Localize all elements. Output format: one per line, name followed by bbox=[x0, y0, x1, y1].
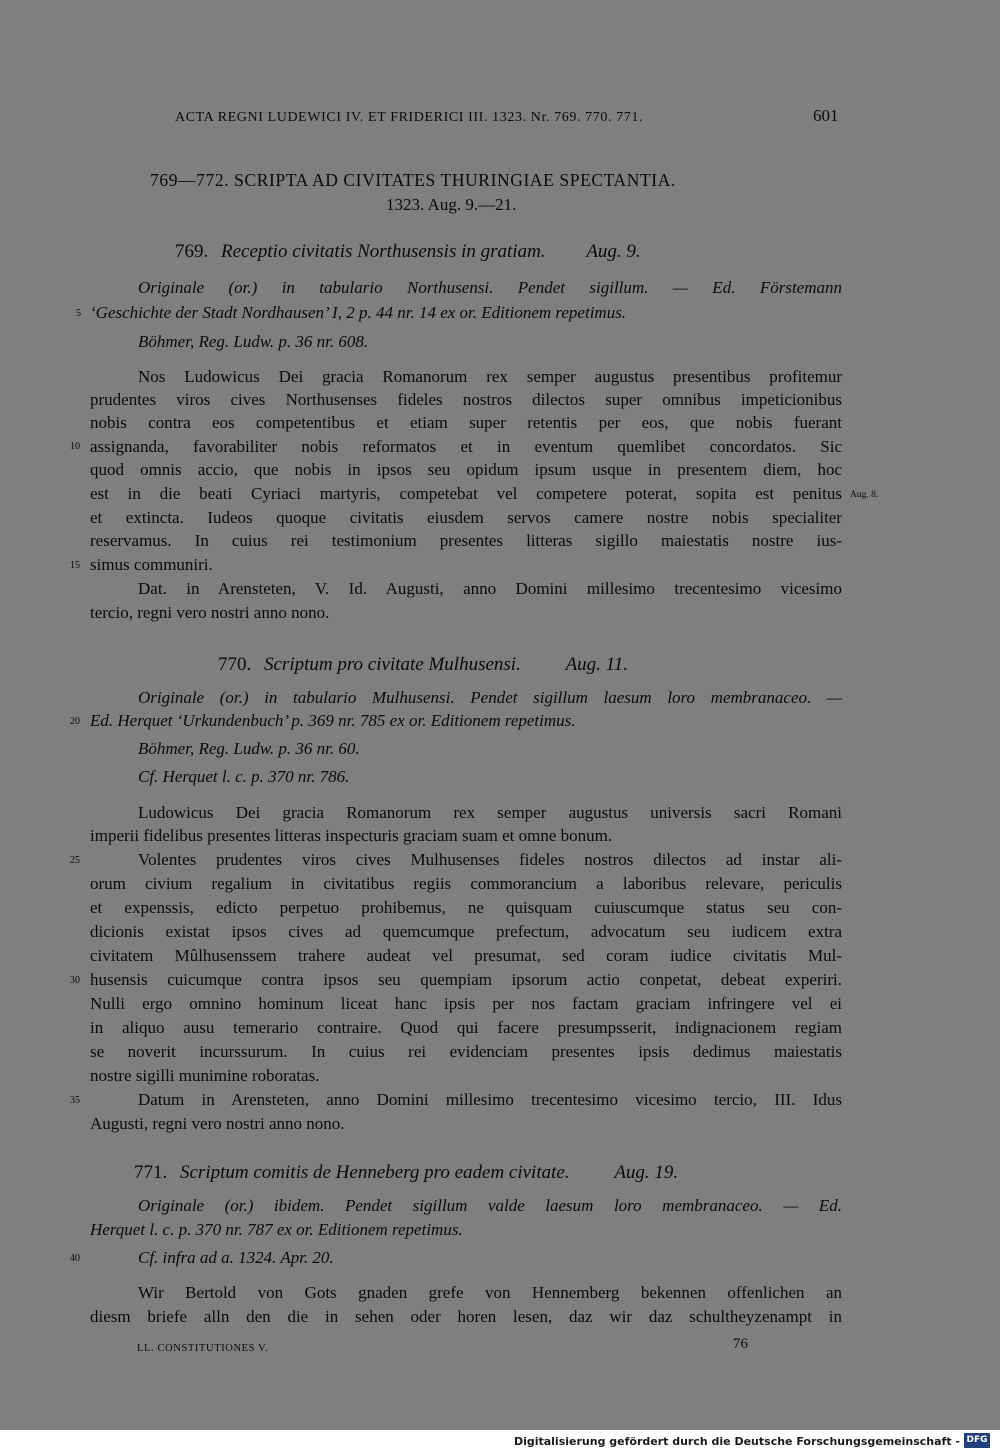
doc-771-title: Scriptum comitis de Henneberg pro eadem civitate. bbox=[180, 1162, 570, 1183]
digitization-credit-bar bbox=[0, 1430, 1000, 1452]
doc-771-source-line: Herquet l. c. p. 370 nr. 787 ex or. Editionem repetimus. bbox=[90, 1220, 463, 1239]
section-title: 769—772. SCRIPTA AD CIVITATES THURINGIAE SPECTANTIA. bbox=[150, 170, 676, 190]
doc-770-source-line: Ed. Herquet ‘Urkundenbuch’ p. 369 nr. 785 ex or. Editionem repetimus. bbox=[90, 711, 576, 730]
line-number: 10 bbox=[70, 441, 80, 452]
doc-769-text-line: quod omnis accio, que nobis in ipsos seu opidum ipsum usque in presentem diem, hoc bbox=[90, 460, 842, 479]
doc-769-text-line: Nos Ludowicus Dei gracia Romanorum rex semper augustus presentibus profitemur bbox=[138, 367, 842, 386]
doc-770-text-line: Nulli ergo omnino hominum liceat hanc ipsis per nos factam graciam infringere vel ei bbox=[90, 994, 842, 1013]
doc-769-source-line: Böhmer, Reg. Ludw. p. 36 nr. 608. bbox=[138, 332, 369, 351]
margin-date-note: Aug. 8. bbox=[850, 490, 879, 500]
sheet-number: 76 bbox=[733, 1336, 748, 1352]
doc-770-text-line: husensis cuicumque contra ipsos seu quempiam ipsorum actio conpetat, debeat experiri. bbox=[90, 970, 842, 989]
page-number: 601 bbox=[813, 106, 839, 125]
doc-770-text-line: Datum in Arensteten, anno Domini millesimo trecentesimo vicesimo tercio, III. Idus bbox=[138, 1090, 842, 1109]
line-number: 5 bbox=[76, 308, 81, 319]
doc-770-text-line: se noverit incurssurum. In cuius rei evidenciam presentes ipsis dedimus maiestatis bbox=[90, 1042, 842, 1061]
credit-text: Digitalisierung gefördert durch die Deutsche Forschungsgemeinschaft - bbox=[513, 1435, 960, 1448]
doc-770-text-line: nostre sigilli munimine roboratas. bbox=[90, 1066, 320, 1085]
doc-771-source-line: Cf. infra ad a. 1324. Apr. 20. bbox=[138, 1248, 334, 1267]
doc-769-text-line: est in die beati Cyriaci martyris, competebat vel competere poterat, sopita est penitus bbox=[90, 484, 842, 503]
signature-mark: LL. CONSTITUTIONES V. bbox=[137, 1343, 269, 1354]
doc-769-text-line: et extincta. Iudeos quoque civitatis eiusdem servos camere nostre nobis specialiter bbox=[90, 508, 842, 527]
doc-770-text-line: civitatem Mûlhusenssem trahere audeat vel presumat, sed coram iudice civitatis Mul- bbox=[90, 946, 842, 965]
line-number: 40 bbox=[70, 1253, 80, 1264]
doc-769-text-line: simus communiri. bbox=[90, 555, 213, 574]
doc-769-heading bbox=[175, 242, 641, 262]
doc-769-text-line: nobis contra eos competentibus et etiam super retentis per eos, que nobis fuerant bbox=[90, 413, 842, 432]
line-number: 20 bbox=[70, 716, 80, 727]
doc-770-heading bbox=[218, 655, 628, 675]
doc-770-text-line: orum civium regalium in civitatibus regiis commorancium a laboribus relevare, periculis bbox=[90, 874, 842, 893]
doc-770-text-line: et expenssis, edicto perpetuo prohibemus, ne quisquam cuiuscumque status seu con- bbox=[90, 898, 842, 917]
doc-770-text-line: Augusti, regni vero nostri anno nono. bbox=[90, 1114, 345, 1133]
doc-769-text-line: prudentes viros cives Northusenses fideles nostros dilectos super omnibus impeticionibus bbox=[90, 390, 842, 409]
running-title: ACTA REGNI LUDEWICI IV. ET FRIDERICI III. 1323. Nr. 769. 770. 771. bbox=[175, 110, 644, 125]
line-number: 35 bbox=[70, 1095, 80, 1106]
doc-771-number: 771. bbox=[134, 1162, 168, 1183]
doc-770-title: Scriptum pro civitate Mulhusensi. bbox=[264, 654, 521, 675]
doc-770-text-line: dicionis existat ipsos cives ad quemcumque prefectum, advocatum seu iudicem extra bbox=[90, 922, 842, 941]
doc-771-source-line: Originale (or.) ibidem. Pendet sigillum valde laesum loro membranaceo. — Ed. bbox=[138, 1196, 842, 1215]
dfg-logo: DFG bbox=[964, 1433, 990, 1448]
doc-770-source-line: Cf. Herquet l. c. p. 370 nr. 786. bbox=[138, 767, 350, 786]
line-number: 30 bbox=[70, 975, 80, 986]
doc-771-date: Aug. 19. bbox=[614, 1162, 679, 1183]
doc-769-date: Aug. 9. bbox=[586, 241, 641, 262]
doc-769-title: Receptio civitatis Northusensis in gratiam. bbox=[221, 241, 546, 262]
doc-769-number: 769. bbox=[175, 241, 209, 262]
doc-770-text-line: Ludowicus Dei gracia Romanorum rex semper augustus universis sacri Romani bbox=[138, 803, 842, 822]
doc-770-source-line: Böhmer, Reg. Ludw. p. 36 nr. 60. bbox=[138, 739, 360, 758]
section-date: 1323. Aug. 9.—21. bbox=[386, 195, 517, 214]
doc-770-date: Aug. 11. bbox=[565, 654, 629, 675]
doc-770-text-line: in aliquo ausu temerario contraire. Quod qui facere presumpsserit, indignacionem regiam bbox=[90, 1018, 842, 1037]
line-number: 15 bbox=[70, 560, 80, 571]
line-number: 25 bbox=[70, 855, 80, 866]
doc-771-text-line: Wir Bertold von Gots gnaden grefe von Hennemberg bekennen offenlichen an bbox=[138, 1283, 842, 1302]
doc-771-text-line: diesm briefe alln den die in sehen oder horen lesen, daz wir daz schultheyzenampt in bbox=[90, 1307, 842, 1326]
doc-769-text-line: assignanda, favorabiliter nobis reformatos et in eventum quemlibet concordatos. Sic bbox=[90, 437, 842, 456]
doc-770-number: 770. bbox=[218, 654, 252, 675]
doc-769-text-line: reservamus. In cuius rei testimonium presentes litteras sigillo maiestatis nostre ius- bbox=[90, 531, 842, 550]
doc-769-source-line: Originale (or.) in tabulario Northusensi. Pendet sigillum. — Ed. Förstemann bbox=[138, 278, 842, 297]
doc-770-text-line: imperii fidelibus presentes litteras inspecturis graciam suam et omne bonum. bbox=[90, 826, 613, 845]
doc-769-text-line: tercio, regni vero nostri anno nono. bbox=[90, 603, 330, 622]
doc-769-source-line: ‘Geschichte der Stadt Nordhausen’ I, 2 p. 44 nr. 14 ex or. Editionem repetimus. bbox=[90, 303, 627, 322]
doc-769-text-line: Dat. in Arensteten, V. Id. Augusti, anno Domini millesimo trecentesimo vicesimo bbox=[138, 579, 842, 598]
doc-770-source-line: Originale (or.) in tabulario Mulhusensi. Pendet sigillum laesum loro membranaceo. — bbox=[138, 688, 842, 707]
doc-771-heading bbox=[134, 1163, 678, 1183]
doc-770-text-line: Volentes prudentes viros cives Mulhusenses fideles nostros dilectos ad instar ali- bbox=[138, 850, 842, 869]
